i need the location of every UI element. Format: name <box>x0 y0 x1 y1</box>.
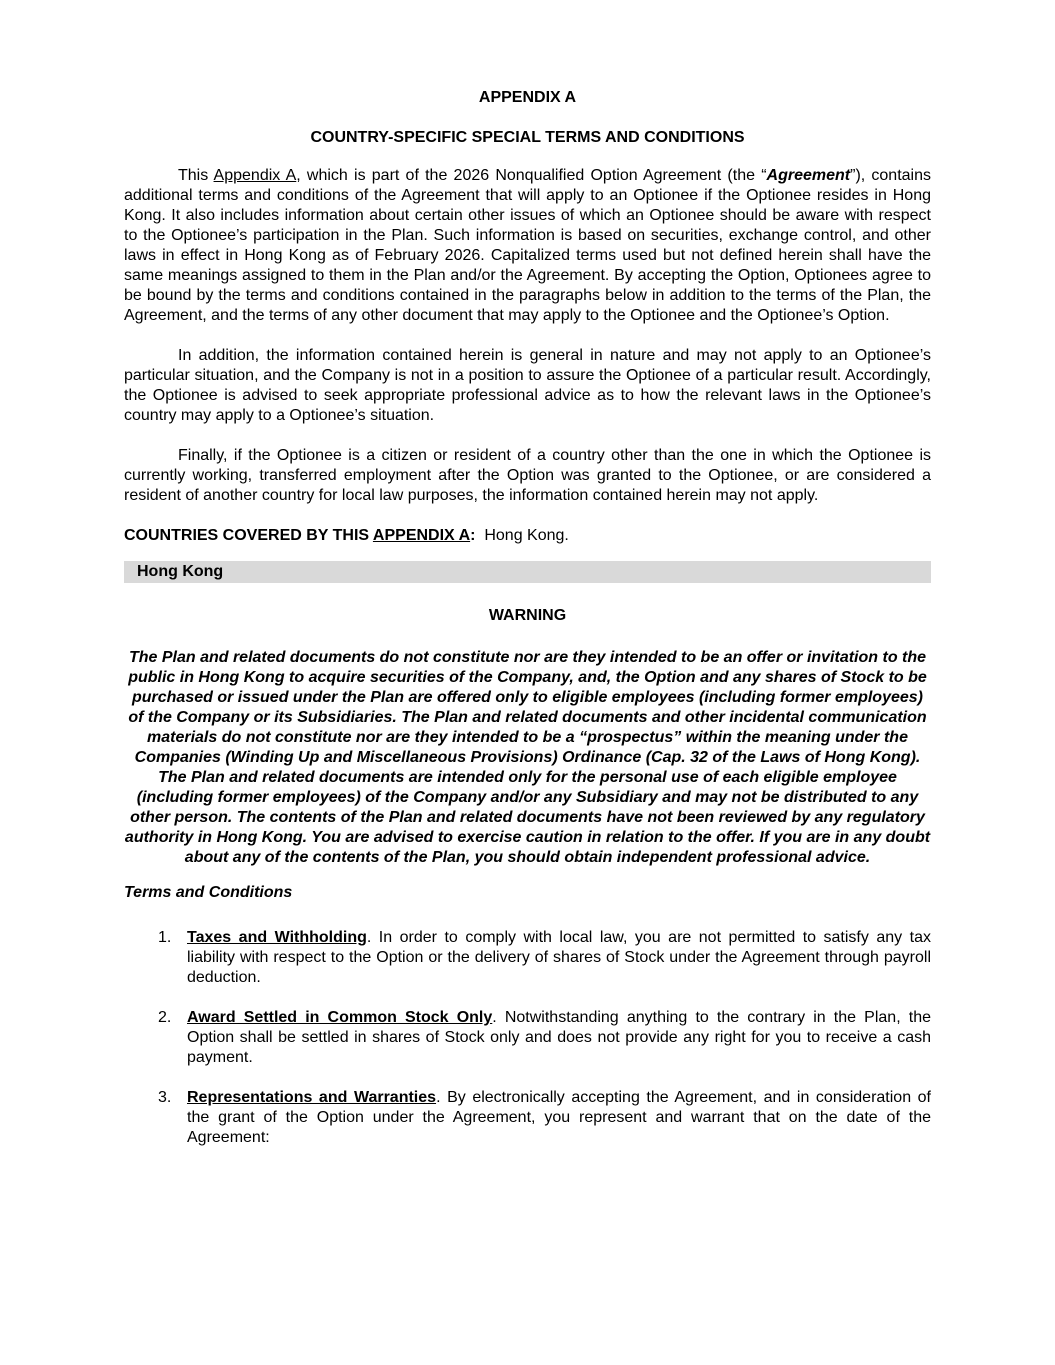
term-label: Award Settled in Common Stock Only <box>187 1009 493 1026</box>
document-subtitle: COUNTRY-SPECIFIC SPECIAL TERMS AND CONDITIONS <box>310 129 745 146</box>
countries-covered-value: Hong Kong. <box>475 527 569 544</box>
term-label: Representations and Warranties <box>187 1089 437 1106</box>
term-number: 1. <box>158 929 172 946</box>
paragraph-text: , which is part of the 2026 Nonqualified Option Agreement (the “ <box>296 167 767 184</box>
country-section-banner: Hong Kong <box>124 561 931 583</box>
term-item <box>124 1088 931 1148</box>
terms-list <box>124 928 931 1148</box>
term-item <box>124 928 931 988</box>
appendix-a-reference: APPENDIX A <box>372 527 471 544</box>
term-number: 2. <box>158 1009 172 1026</box>
paragraph-text: ”), contains additional terms and conditions of the Agreement that will apply to an Optionee if the Optionee resides in Hong Kong. It also includes information about certain other issues of which an Optionee should be aware with respect to the Optionee’s participation in the Plan. Such information is based on securities, exchange control, and other laws in effect in Hong Kong as of February 2026. Capitalized terms used but not defined herein shall have the same meanings assigned to them in the Plan and/or the Agreement. By accepting the Option, Optionees agree to be bound by the terms and conditions contained in the paragraphs below in addition to the terms of the Plan, the Agreement, and the terms of any other document that may apply to the Optionee and the Optionee’s Option. <box>124 167 932 324</box>
countries-covered-label: COUNTRIES COVERED BY THIS <box>124 527 373 544</box>
intro-paragraph-1 <box>124 166 931 326</box>
document-title: APPENDIX A <box>478 89 577 106</box>
appendix-a-reference: Appendix A <box>213 167 297 184</box>
term-text: . By electronically accepting the Agreement, and in consideration of the grant of the Option under the Agreement, you represent and warrant that on the date of the Agreement: <box>187 1089 931 1146</box>
countries-covered-line <box>124 526 931 546</box>
term-text: . In order to comply with local law, you are not permitted to satisfy any tax liability with respect to the Option or the delivery of shares of Stock under the Agreement through payroll deduction. <box>187 929 931 986</box>
term-number: 3. <box>158 1089 172 1106</box>
countries-covered-colon: : <box>470 527 476 544</box>
intro-paragraph-3: Finally, if the Optionee is a citizen or resident of a country other than the one in which the Optionee is currently working, transferred employment after the Option was granted to the Optionee, or are considered a resident of another country for local law purposes, the information contained herein may not apply. <box>124 447 931 504</box>
term-item <box>124 1008 931 1068</box>
term-text: . Notwithstanding anything to the contrary in the Plan, the Option shall be settled in shares of Stock only and does not provide any right for you to receive a cash payment. <box>187 1009 932 1066</box>
paragraph-text: This <box>178 167 214 184</box>
agreement-defined-term: Agreement <box>766 167 851 184</box>
warning-heading: WARNING <box>488 607 567 624</box>
intro-paragraph-2: In addition, the information contained herein is general in nature and may not apply to an Optionee’s particular situation, and the Company is not in a position to assure the Optionee of a particular result. Accordingly, the Optionee is advised to seek appropriate professional advice as to how the relevant laws in the Optionee’s country may apply to a Optionee’s situation. <box>124 347 931 424</box>
term-label: Taxes and Withholding <box>187 929 367 946</box>
terms-and-conditions-heading: Terms and Conditions <box>124 884 293 901</box>
warning-text: The Plan and related documents do not constitute nor are they intended to be an offer or invitation to the public in Hong Kong to acquire securities of the Company, and, the Option and any shares of Stock to be purchased or issued under the Plan are offered only to eligible employees (including former employees) of the Company or its Subsidiaries. The Plan and related documents and other incidental communication materials do not constitute nor are they intended to be a “prospectus” within the meaning under the Companies (Winding Up and Miscellaneous Provisions) Ordinance (Cap. 32 of the Laws of Hong Kong). The Plan and related documents are intended only for the personal use of each eligible employee (including former employees) of the Company and/or any Subsidiary and may not be distributed to any other person. The contents of the Plan and related documents have not been reviewed by any regulatory authority in Hong Kong. You are advised to exercise caution in relation to the offer. If you are in any doubt about any of the contents of the Plan, you should obtain independent professional advice. <box>124 649 931 866</box>
